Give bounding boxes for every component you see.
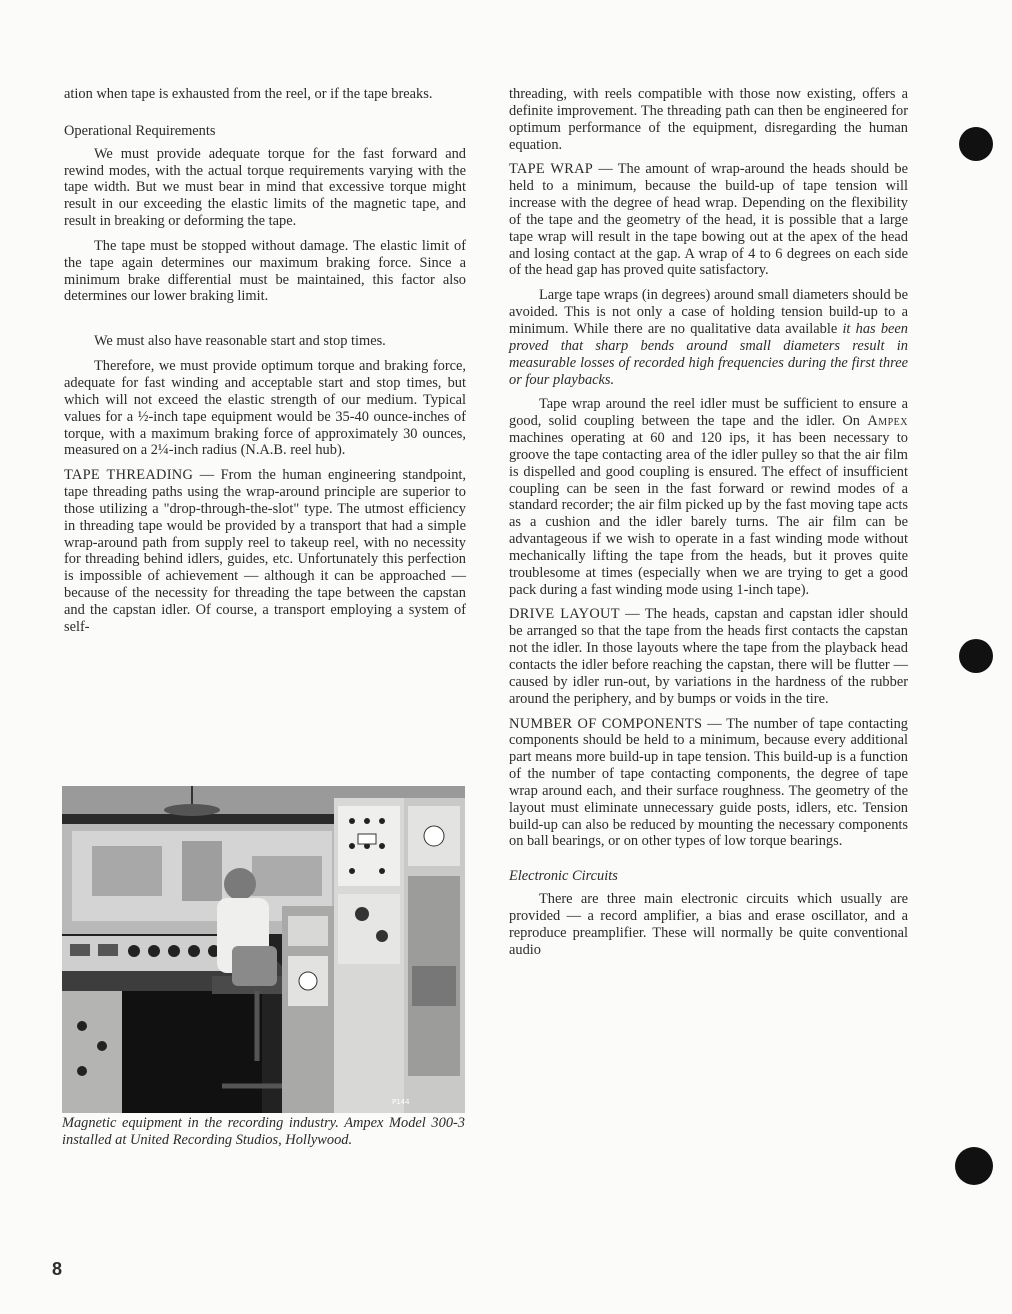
punch-hole-icon (952, 1140, 1000, 1188)
paragraph-text: — The heads, capstan and capstan idler should be arranged so that the tape from the heads first contacts the capstan not the idler. In those layouts where the tape from the playback head contacts the idler before reaching the capstan, there will be flutter — caused by idler run-out, by variations in the hardness of the rubber around the periphery, and by bumps or voids in the tire. (509, 606, 908, 707)
paragraph (509, 716, 908, 851)
paragraph-text: Large tape wraps (in degrees) around small diameters should be avoided. This is not only a case of holding tension build-up to a minimum. While there are no qualitative data available (509, 287, 908, 337)
photo-caption: Magnetic equipment in the recording industry. Ampex Model 300-3 installed at United Recording Studios, Hollywood. (62, 1115, 465, 1148)
paragraph: We must also have reasonable start and stop times. (94, 333, 386, 350)
studio-photo (62, 786, 465, 1113)
paragraph-text: — The number of tape contacting components should be held to a minimum, because every additional part means more build-up in tape tension. This build-up is a function of the number of tape contacting components, the degree of tape wrap around each, and their surface roughness. The geometry of the layout must eliminate unnecessary guide posts, idlers, etc. Tension build-up can also be reduced by mounting the necessary components on ball bearings, or on other types of low torque bearings. (509, 715, 908, 850)
section-heading-operational: Operational Requirements (64, 122, 216, 139)
paragraph-text: — From the human engineering standpoint, tape threading paths using the wrap-around principle are superior to those utilizing a "drop-through-the-slot" type. The utmost efficiency in threading tape would be provided by a transport that had a simple wrap-around path from supply reel to takeup reel, with no necessity for threading behind idlers, guides, etc. Unfortunately this perfection is impossible of achievement — although it can be approached — because of the necessity for threading the tape between the capstan and the capstan idler. Of course, a transport employing a system of self- (64, 467, 466, 635)
paragraph: We must provide adequate torque for the fast forward and rewind modes, with the actual torque requirements varying with the tape width. But we must bear in mind that excessive torque might result in our exceeding the elastic limits of the magnetic tape, and result in breaking or deforming the tape. (64, 145, 466, 230)
italic-text: it has been proved that sharp bends around small diameters result in measurable losses of recorded high frequencies during the first three or four playbacks. (509, 320, 908, 388)
paragraph: The tape must be stopped without damage. The elastic limit of the tape again determines our maximum braking force. Since a minimum brake differential must be maintained, this factor also determines our lower braking limit. (64, 237, 466, 305)
section-heading-tape-wrap: TAPE WRAP (509, 161, 594, 178)
paragraph: ation when tape is exhausted from the reel, or if the tape breaks. (64, 86, 433, 102)
paragraph (509, 161, 908, 279)
paragraph: threading, with reels compatible with those now existing, offers a definite improvement. The threading path can then be engineered for optimum performance of the equipment, disregarding the human equation. (509, 86, 908, 153)
right-column (509, 86, 908, 959)
punch-hole-icon (956, 636, 996, 676)
paragraph (509, 396, 908, 598)
paragraph (64, 467, 466, 635)
left-column (64, 86, 466, 636)
paragraph (509, 287, 908, 388)
paragraph-text: machines operating at 60 and 120 ips, it has been necessary to groove the tape contacting area of the idler pulley so that the air film is dispelled and good coupling is ensured. The effect of insufficient coupling can be seen in the fast forward or rewind modes of a standard recorder; the air film picked up by the fast moving tape acts as a cushion and the idler barely turns. The air film can be advantageous if we wish to operate in a fast winding mode without mechanically lifting the tape from the heads, but it proves quite troublesome at times (especially when we are trying to get a good pack during a fast winding mode using 1-inch tape). (509, 430, 908, 598)
paragraph: There are three main electronic circuits which usually are provided — a record amplifier, a bias and erase oscillator, and a reproduce preamplifier. These will normally be quite conventional audio (509, 891, 908, 958)
page-number: 8 (52, 1259, 63, 1279)
section-heading-drive-layout: DRIVE LAYOUT (509, 606, 620, 623)
section-heading-electronic: Electronic Circuits (509, 868, 618, 885)
section-heading-components: NUMBER OF COMPONENTS (509, 715, 703, 732)
section-heading-threading: TAPE THREADING (64, 467, 194, 484)
paragraph-text: — The amount of wrap-around the heads should be held to a minimum, because the build-up of tape tension will increase with the degree of head wrap. Depending on the flexibility of the tape and the geometry of the head, it is possible that a large tape wrap will result in the tape bowing out at the apex of the head and losing contact at the gap. A wrap of 4 to 6 degrees on each side of the head gap has proved quite satisfactory. (509, 161, 908, 279)
paragraph-text: Tape wrap around the reel idler must be sufficient to ensure a good, solid coupling between the tape and the idler. On (509, 396, 908, 430)
paragraph: Therefore, we must provide optimum torque and braking force, adequate for fast winding and acceptable start and stop times, but which will not exceed the elastic strength of our medium. Typical values for a ½-inch tape equipment would be 35-40 ounce-inches of torque, with a maximum braking force of approximately 30 ounces, measured on a 2¼-inch radius (N.A.B. reel hub). (64, 358, 466, 459)
brand-name: Ampex (867, 413, 908, 430)
paragraph (509, 606, 908, 707)
photo-label: P144 (392, 1098, 410, 1106)
punch-hole-icon (956, 124, 996, 164)
